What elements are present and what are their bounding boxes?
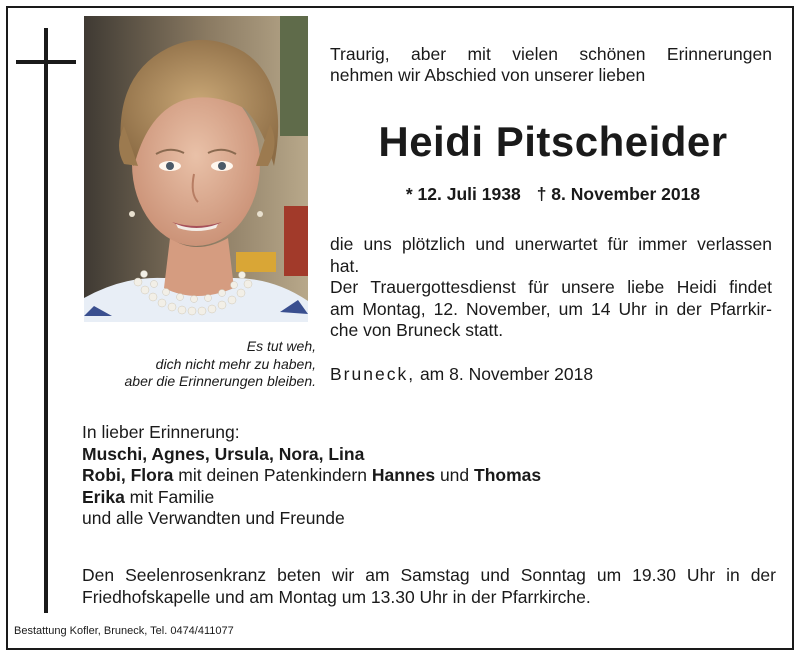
deceased-name: Heidi Pitscheider — [378, 118, 728, 165]
rosary-line-2: Friedhofskapelle und am Montag um 13.30 Uhr in der Pfarrkirche. — [82, 587, 591, 607]
intro-line-2: nehmen wir Abschied von unserer lieben — [330, 65, 646, 85]
place-city: Bruneck, — [330, 364, 416, 384]
mourners-list — [82, 422, 682, 530]
body-line-1: die uns plötzlich und unerwartet für immer verlassen — [330, 234, 772, 254]
mourners-row-4: und alle Verwandten und Freunde — [82, 508, 345, 528]
mourners-row-2-godchild-1: Hannes — [371, 465, 436, 485]
body-line-2: hat. — [330, 255, 360, 276]
mourners-row-2-text-1: mit deinen Patenkindern — [173, 465, 372, 485]
birth-date: * 12. Juli 1938 — [405, 184, 521, 204]
cross-vertical-bar — [44, 28, 48, 613]
body-line-4: am Montag, 12. November, um 14 Uhr in der Pfarrkir- — [330, 298, 772, 319]
quote-line-3: aber die Erinnerungen bleiben. — [124, 373, 316, 389]
cross-horizontal-bar — [16, 60, 76, 64]
mourners-row-2-names: Robi, Flora — [82, 465, 174, 485]
body-line-5: che von Bruneck statt. — [330, 320, 504, 340]
place-and-date — [330, 364, 772, 385]
mourners-row-1 — [82, 444, 682, 466]
funeral-home-footer: Bestattung Kofler, Bruneck, Tel. 0474/411077 — [14, 625, 234, 637]
quote-line-2: dich nicht mehr zu haben, — [155, 355, 316, 372]
mourners-row-3-name: Erika — [82, 486, 125, 507]
mourners-row-2-godchild-2: Thomas — [474, 465, 542, 485]
life-dates — [330, 184, 776, 205]
death-date: † 8. November 2018 — [536, 184, 701, 204]
quote-line-1: Es tut weh, — [246, 338, 316, 354]
body-line-3: Der Trauergottesdienst für unsere liebe Heidi findet — [330, 277, 772, 297]
intro-line-1: Traurig, aber mit vielen schönen Erinnerungen — [330, 44, 772, 64]
place-date: am 8. November 2018 — [419, 364, 594, 384]
intro-text — [330, 44, 772, 86]
announcement-text — [330, 234, 772, 342]
mourners-heading: In lieber Erinnerung: — [82, 422, 240, 442]
mourners-row-1-names: Muschi, Agnes, Ursula, Nora, Lina — [82, 443, 365, 464]
portrait-photo — [84, 16, 308, 322]
mourners-row-3-text: mit Familie — [124, 486, 215, 507]
mourners-row-2-text-2: und — [435, 465, 475, 485]
mourners-row-2 — [82, 465, 682, 487]
rosary-line-1: Den Seelenrosenkranz beten wir am Samstag und Sonntag um 19.30 Uhr in der — [82, 565, 776, 585]
memorial-quote — [80, 338, 316, 391]
rosary-notice — [82, 564, 776, 608]
mourners-row-3 — [82, 487, 682, 509]
